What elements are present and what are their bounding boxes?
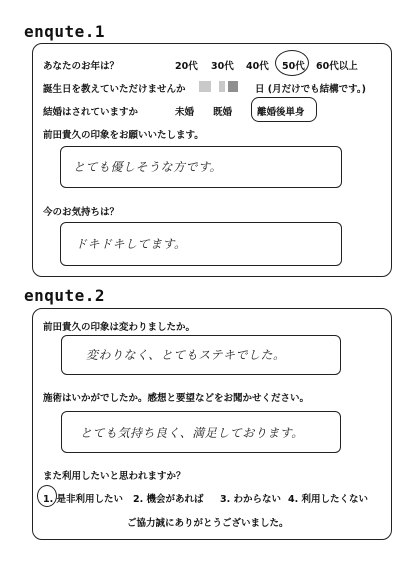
birthday-day-redacted-2	[228, 81, 238, 92]
age-question: あなたのお年は？	[43, 61, 120, 72]
change-answer: 変わりなく、とてもステキでした。	[86, 348, 286, 362]
enquete1-heading: enqute.1	[24, 22, 106, 41]
impression-question: 前田貴久の印象をお願いいたします。	[43, 130, 204, 141]
impression-answer-box	[60, 146, 342, 188]
birthday-suffix: 日 (月だけでも結構です。)	[255, 84, 366, 95]
enquete1-panel	[32, 43, 392, 277]
treatment-answer: とても気持ち良く、満足しております。	[80, 426, 304, 440]
married-option-married: 既婚	[213, 107, 233, 118]
impression-answer: とても優しそうな方です。	[73, 160, 223, 174]
birthday-month-redacted	[199, 81, 211, 92]
treatment-answer-box	[61, 411, 341, 453]
reuse-question: また利用したいと思われますか？	[43, 471, 186, 482]
feeling-answer-box	[60, 222, 342, 266]
married-option-divorced: 離婚後単身	[257, 107, 305, 118]
married-selected-mark	[251, 97, 317, 122]
age-option-20s: 20代	[175, 61, 198, 72]
reuse-option-4: 4. 利用したくない	[288, 494, 369, 505]
age-option-60s-plus: 60代以上	[316, 61, 358, 72]
married-option-single: 未婚	[175, 107, 195, 118]
enquete2-heading: enqute.2	[24, 286, 106, 305]
reuse-option-3: 3. わからない	[220, 494, 282, 505]
reuse-option-1: 1. 是非利用したい	[43, 494, 124, 505]
treatment-question: 施術はいかがでしたか。感想と要望などをお聞かせください。	[43, 393, 310, 404]
thanks-message: ご協力誠にありがとうございました。	[127, 518, 289, 529]
age-option-50s: 50代	[282, 61, 305, 72]
age-option-30s: 30代	[211, 61, 234, 72]
enquete2-panel	[32, 308, 392, 540]
reuse-option-2: 2. 機会があれば	[133, 494, 204, 505]
birthday-day-redacted-1	[219, 81, 225, 92]
feeling-question: 今のお気持ちは？	[43, 207, 120, 218]
married-question: 結婚はされていますか	[43, 107, 139, 118]
change-answer-box	[61, 335, 341, 375]
birthday-question: 誕生日を教えていただけませんか	[43, 84, 186, 95]
reuse-selected-circle	[37, 485, 57, 507]
change-question: 前田貴久の印象は変わりましたか。	[43, 322, 196, 333]
age-selected-circle	[275, 50, 309, 76]
feeling-answer: ドキドキしてます。	[75, 237, 187, 251]
age-option-40s: 40代	[246, 61, 269, 72]
